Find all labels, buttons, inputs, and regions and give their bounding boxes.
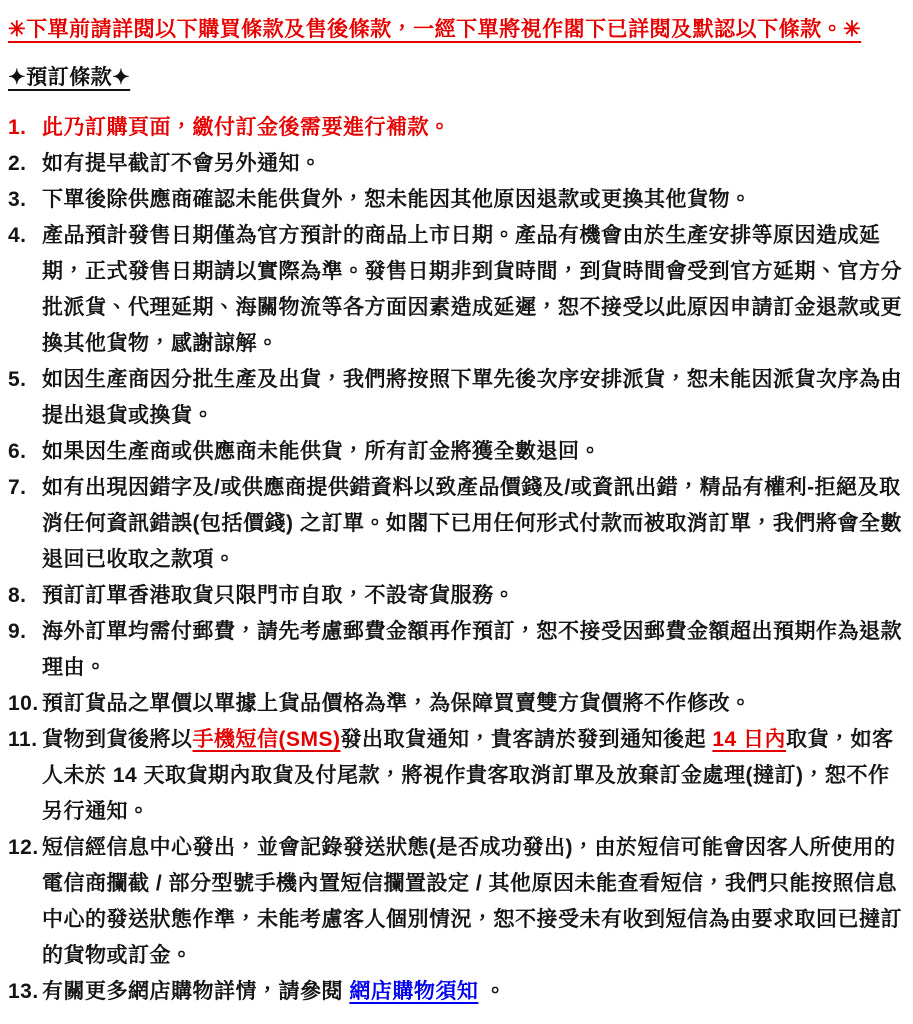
term-item-4 bbox=[8, 218, 905, 362]
term-text bbox=[42, 224, 902, 355]
term-number: 12. bbox=[8, 836, 39, 859]
term-item-12 bbox=[8, 830, 905, 974]
term-text-run: 海外訂單均需付郵費，請先考慮郵費金額再作預訂，恕不接受因郵費金額超出預期作為退款理由。 bbox=[42, 620, 902, 679]
term-item-10 bbox=[8, 686, 905, 722]
preorder-terms-heading: ✦預訂條款✦ bbox=[8, 66, 131, 89]
pickup-deadline-highlight: 14 日內 bbox=[712, 728, 787, 751]
term-text-run: 如因生產商因分批生產及出貨，我們將按照下單先後次序安排派貨，恕未能因派貨次序為由提出退貨或換貨。 bbox=[42, 368, 902, 427]
term-text-run: 發出取貨通知，貴客請於發到通知後起 bbox=[340, 728, 713, 751]
term-text-run: 如有出現因錯字及/或供應商提供錯資料以致產品價錢及/或資訊出錯，精品有權利-拒絕及取消任何資訊錯誤(包括價錢) 之訂單。如閣下已用任何形式付款而被取消訂單，我們將會全數退回已收取之款項。 bbox=[42, 476, 902, 571]
term-text-run: 預訂貨品之單價以單據上貨品價格為準，為保障買賣雙方貨價將不作修改。 bbox=[42, 692, 752, 715]
term-number: 11. bbox=[8, 728, 38, 751]
term-number: 9. bbox=[8, 620, 27, 643]
term-item-5 bbox=[8, 362, 905, 434]
term-text-run: 下單後除供應商確認未能供貨外，恕未能因其他原因退款或更換其他貨物。 bbox=[42, 188, 752, 211]
term-text-run: 取貨，如客人未於 14 天取貨期內取貨及付尾款，將視作貴客取消訂單及放棄訂金處理(撻訂)，恕不作另行通知。 bbox=[42, 728, 894, 823]
store-shopping-notice-link[interactable]: 網店購物須知 bbox=[349, 980, 479, 1003]
term-text-run: 有關更多網店購物詳情，請參閱 bbox=[42, 980, 350, 1003]
term-text-run: 短信經信息中心發出，並會記錄發送狀態(是否成功發出)，由於短信可能會因客人所使用的電信商攔截 / 部分型號手機內置短信攔置設定 / 其他原因未能查看短信，我們只能按照信息中心的發送狀態作準，未能考慮客人個別情況，恕不接受未有收到短信為由要求取回已撻訂的貨物或訂金。 bbox=[42, 836, 902, 967]
term-text bbox=[42, 188, 752, 211]
term-item-1 bbox=[8, 110, 905, 146]
term-number: 1. bbox=[8, 116, 27, 139]
term-item-3 bbox=[8, 182, 905, 218]
term-number: 4. bbox=[8, 224, 27, 247]
term-text-run: 此乃訂購頁面，繳付訂金後需要進行補款。 bbox=[42, 116, 451, 139]
term-item-7 bbox=[8, 470, 905, 578]
term-text-run: 貨物到貨後將以 bbox=[42, 728, 193, 751]
term-text bbox=[42, 692, 752, 715]
term-item-11 bbox=[8, 722, 905, 830]
term-text bbox=[42, 728, 894, 823]
term-text bbox=[42, 440, 601, 463]
term-number: 10. bbox=[8, 692, 39, 715]
term-number: 6. bbox=[8, 440, 27, 463]
term-number: 8. bbox=[8, 584, 27, 607]
term-text-run: 如果因生產商或供應商未能供貨，所有訂金將獲全數退回。 bbox=[42, 440, 601, 463]
sms-highlight: 手機短信(SMS) bbox=[192, 728, 341, 751]
term-item-2 bbox=[8, 146, 905, 182]
term-text bbox=[42, 116, 451, 139]
term-number: 2. bbox=[8, 152, 27, 175]
term-text bbox=[42, 620, 902, 679]
term-number: 13. bbox=[8, 980, 39, 1003]
term-text bbox=[42, 980, 506, 1003]
term-text bbox=[42, 584, 515, 607]
terms-list bbox=[8, 110, 905, 1010]
term-number: 7. bbox=[8, 476, 27, 499]
term-item-8 bbox=[8, 578, 905, 614]
term-text bbox=[42, 152, 322, 175]
term-text bbox=[42, 476, 902, 571]
term-text bbox=[42, 836, 902, 967]
term-item-6 bbox=[8, 434, 905, 470]
purchase-notice-banner: ✳下單前請詳閱以下購買條款及售後條款，一經下單將視作閣下已詳閱及默認以下條款。✳ bbox=[8, 18, 862, 41]
term-item-9 bbox=[8, 614, 905, 686]
term-text-run: 。 bbox=[478, 980, 507, 1003]
term-text-run: 產品預計發售日期僅為官方預計的商品上市日期。產品有機會由於生產安排等原因造成延期，正式發售日期請以實際為準。發售日期非到貨時間，到貨時間會受到官方延期、官方分批派貨、代理延期、海關物流等各方面因素造成延遲，恕不接受以此原因申請訂金退款或更換其他貨物，感謝諒解。 bbox=[42, 224, 902, 355]
term-text-run: 如有提早截訂不會另外通知。 bbox=[42, 152, 322, 175]
term-text-run: 預訂訂單香港取貨只限門市自取，不設寄貨服務。 bbox=[42, 584, 515, 607]
term-text bbox=[42, 368, 902, 427]
term-number: 3. bbox=[8, 188, 27, 211]
term-item-13 bbox=[8, 974, 905, 1010]
term-number: 5. bbox=[8, 368, 27, 391]
